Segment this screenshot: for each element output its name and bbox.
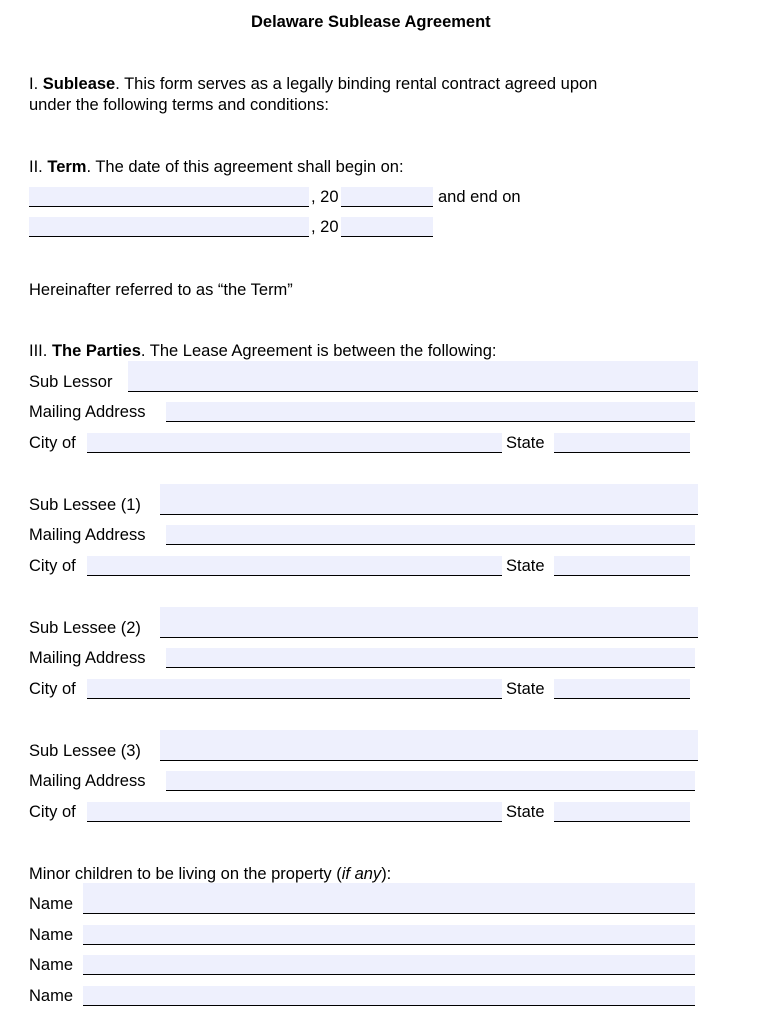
sub-lessee-1-city-field[interactable] bbox=[87, 556, 502, 576]
sub-lessor-city-field[interactable] bbox=[87, 433, 502, 453]
sub-lessee-2-mailing-address-field[interactable] bbox=[166, 648, 695, 668]
comma-20-label: , 20 bbox=[311, 188, 339, 206]
clause-text: . The date of this agreement shall begin on: bbox=[86, 158, 404, 176]
sub-lessee-1-state-field[interactable] bbox=[554, 556, 690, 576]
term-end-date-field[interactable] bbox=[29, 217, 309, 237]
section-number: III. bbox=[29, 342, 48, 360]
sub-lessee-3-label: Sub Lessee (3) bbox=[29, 742, 141, 760]
sub-lessor-field[interactable] bbox=[128, 361, 698, 392]
sub-lessor-label: Sub Lessor bbox=[29, 373, 113, 391]
section-heading: Sublease bbox=[42, 75, 116, 93]
section-heading: Term bbox=[47, 158, 87, 176]
sub-lessee-2-label: Sub Lessee (2) bbox=[29, 619, 141, 637]
term-clause bbox=[29, 157, 404, 177]
parties-clause bbox=[29, 341, 497, 361]
sub-lessee-3-field[interactable] bbox=[160, 730, 698, 761]
term-start-year-field[interactable] bbox=[341, 187, 433, 207]
mailing-address-label: Mailing Address bbox=[29, 649, 146, 667]
clause-text: . The Lease Agreement is between the following: bbox=[140, 342, 497, 360]
minor-children-heading: Minor children to be living on the property (if any): bbox=[29, 865, 392, 883]
name-label: Name bbox=[29, 895, 74, 913]
page-title: Delaware Sublease Agreement bbox=[251, 13, 491, 31]
hereinafter-text: Hereinafter referred to as “the Term” bbox=[29, 281, 293, 299]
and-end-on-label: and end on bbox=[438, 188, 521, 206]
city-of-label: City of bbox=[29, 803, 76, 821]
minor-name-field-1[interactable] bbox=[83, 883, 695, 914]
sub-lessee-3-city-field[interactable] bbox=[87, 802, 502, 822]
sub-lessee-1-field[interactable] bbox=[160, 484, 698, 515]
minor-name-field-4[interactable] bbox=[83, 986, 695, 1006]
sub-lessee-1-mailing-address-field[interactable] bbox=[166, 525, 695, 545]
name-label: Name bbox=[29, 956, 74, 974]
sub-lessee-2-city-field[interactable] bbox=[87, 679, 502, 699]
sublease-clause-line2: under the following terms and conditions: bbox=[29, 96, 329, 114]
city-of-label: City of bbox=[29, 680, 76, 698]
mailing-address-label: Mailing Address bbox=[29, 772, 146, 790]
name-label: Name bbox=[29, 987, 74, 1005]
sub-lessee-2-field[interactable] bbox=[160, 607, 698, 638]
minor-name-field-3[interactable] bbox=[83, 955, 695, 975]
name-label: Name bbox=[29, 926, 74, 944]
section-number: II. bbox=[29, 158, 43, 176]
city-of-label: City of bbox=[29, 557, 76, 575]
section-number: I. bbox=[29, 75, 39, 93]
sub-lessee-1-label: Sub Lessee (1) bbox=[29, 496, 141, 514]
sub-lessee-3-state-field[interactable] bbox=[554, 802, 690, 822]
section-heading: The Parties bbox=[51, 342, 141, 360]
state-label: State bbox=[506, 680, 545, 698]
state-label: State bbox=[506, 803, 545, 821]
mailing-address-label: Mailing Address bbox=[29, 526, 146, 544]
comma-20-label: , 20 bbox=[311, 218, 339, 236]
sub-lessee-2-state-field[interactable] bbox=[554, 679, 690, 699]
city-of-label: City of bbox=[29, 434, 76, 452]
term-start-date-field[interactable] bbox=[29, 187, 309, 207]
state-label: State bbox=[506, 434, 545, 452]
sublease-clause-line1 bbox=[29, 74, 597, 94]
clause-text: . This form serves as a legally binding rental contract agreed upon bbox=[115, 75, 598, 93]
minor-name-field-2[interactable] bbox=[83, 925, 695, 945]
sub-lessor-state-field[interactable] bbox=[554, 433, 690, 453]
state-label: State bbox=[506, 557, 545, 575]
term-end-year-field[interactable] bbox=[341, 217, 433, 237]
sub-lessee-3-mailing-address-field[interactable] bbox=[166, 771, 695, 791]
sub-lessor-mailing-address-field[interactable] bbox=[166, 402, 695, 422]
mailing-address-label: Mailing Address bbox=[29, 403, 146, 421]
